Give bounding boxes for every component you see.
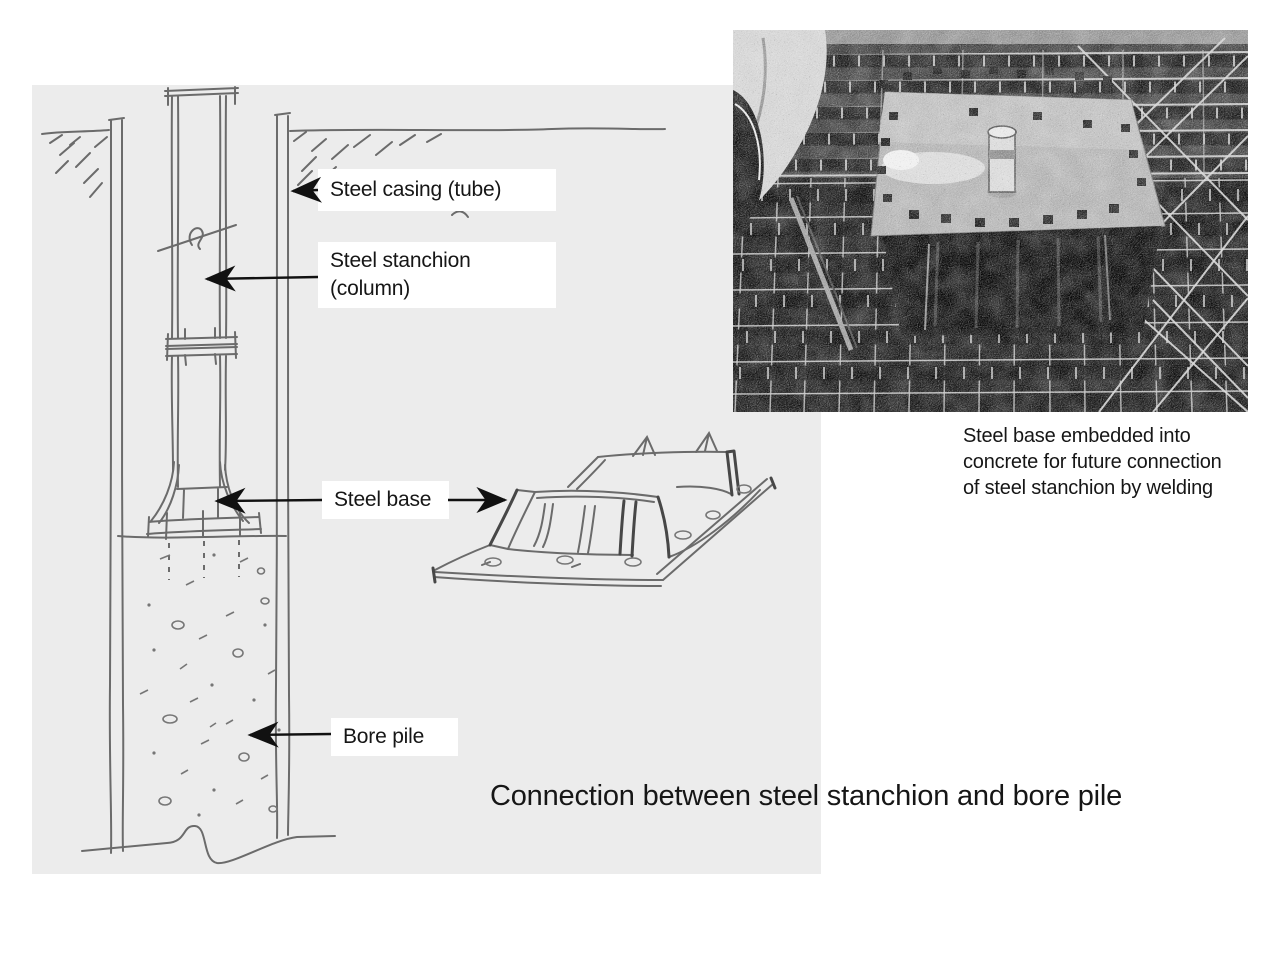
label-steel-stanchion-line1: Steel stanchion — [330, 249, 471, 272]
photo-caption-line3: of steel stanchion by welding — [963, 477, 1213, 499]
photo-caption — [963, 423, 1222, 501]
photo-caption-line2: concrete for future connection — [963, 451, 1222, 473]
photo-caption-line1: Steel base embedded into — [963, 425, 1191, 447]
page-title: Connection between steel stanchion and bore pile — [490, 780, 1123, 812]
label-steel-stanchion — [318, 242, 556, 308]
steel-base-photo — [733, 30, 1248, 412]
label-steel-base-text: Steel base — [334, 488, 432, 511]
label-steel-stanchion-line2: (column) — [330, 277, 411, 300]
label-steel-casing-text: Steel casing (tube) — [330, 178, 502, 201]
label-steel-base — [322, 481, 449, 519]
label-bore-pile-text: Bore pile — [343, 725, 425, 748]
label-steel-casing — [318, 169, 556, 211]
label-bore-pile — [331, 718, 458, 756]
